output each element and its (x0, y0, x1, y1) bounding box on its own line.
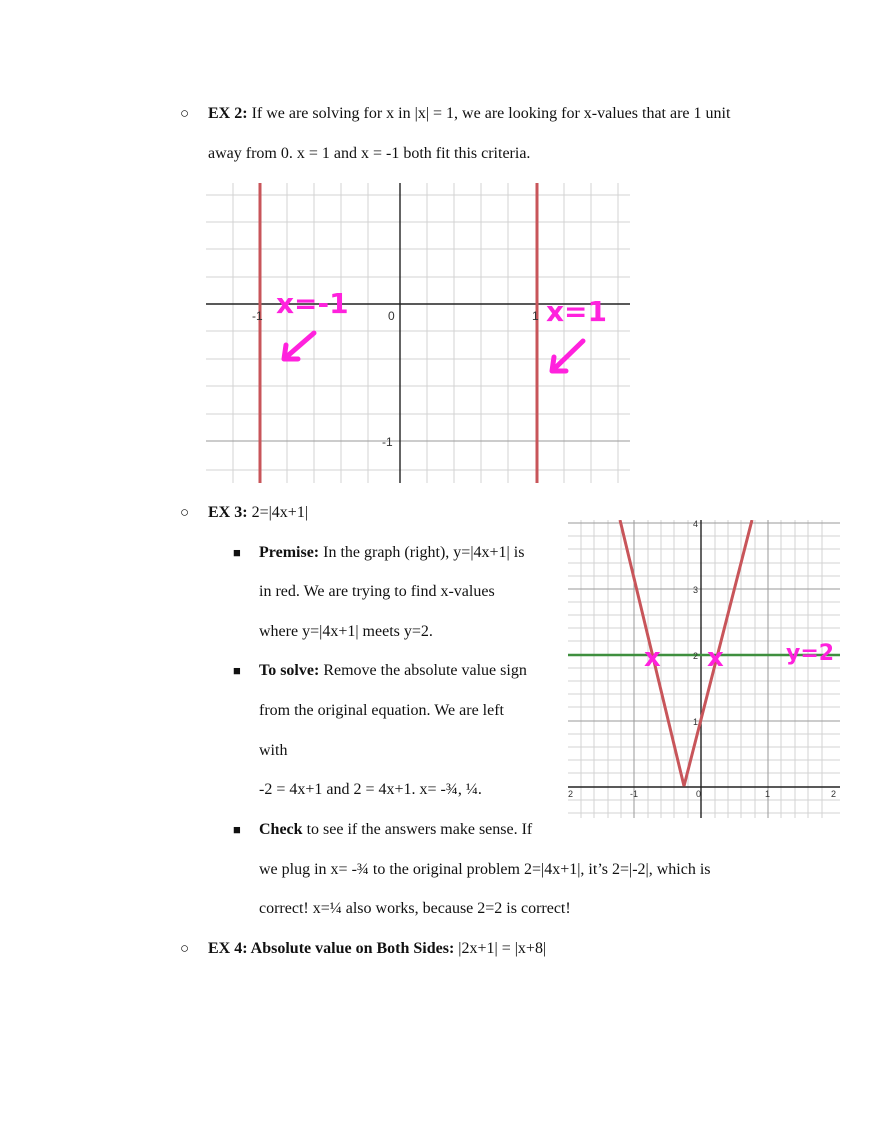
solve-line2: from the original equation. We are left (259, 702, 504, 719)
graph2-grid (568, 520, 840, 818)
intersection-mark-right: x (707, 643, 724, 673)
ex3-bullet: ○ (180, 505, 190, 521)
ex3-label: EX 3: (208, 504, 248, 521)
solve-line1 (259, 661, 527, 681)
x-tick-neg1: -1 (630, 789, 639, 799)
annotation-x-neg1: x=-1 (276, 287, 349, 320)
intersection-mark-left: x (644, 643, 661, 673)
premise-bullet: ■ (233, 545, 241, 560)
y-tick-1: 1 (693, 717, 699, 727)
ex2-line1 (208, 104, 730, 124)
check-line1 (259, 820, 532, 840)
ex3-equation: 2=|4x+1| (247, 504, 309, 521)
ex4-label: EX 4: Absolute value on Both Sides: (208, 940, 455, 957)
y-tick-2: 2 (693, 651, 699, 661)
ex4-line (208, 939, 546, 959)
graph-x-equals-pm1 (206, 183, 630, 483)
ex2-text1: If we are solving for x in |x| = 1, we are looking for x-values that are 1 unit (247, 105, 731, 122)
solve-label: To solve: (259, 662, 320, 679)
solve-bullet: ■ (233, 663, 241, 678)
solve-line4: -2 = 4x+1 and 2 = 4x+1. x= -¾, ¼. (259, 781, 482, 798)
premise-text1: In the graph (right), y=|4x+1| is (319, 544, 525, 561)
ex2-line2: away from 0. x = 1 and x = -1 both fit this criteria. (208, 145, 531, 162)
arrow-left-icon (284, 333, 314, 359)
ex4-equation: |2x+1| = |x+8| (454, 940, 547, 957)
y-tick-3: 3 (693, 585, 699, 595)
check-bullet: ■ (233, 822, 241, 837)
x-tick-zero: 0 (696, 789, 702, 799)
premise-label: Premise: (259, 544, 320, 561)
tick-label-neg1-x: -1 (252, 309, 263, 323)
x-tick-pos1: 1 (765, 789, 771, 799)
check-text1: to see if the answers make sense. If (302, 821, 533, 838)
check-label: Check (259, 821, 303, 838)
premise-line2: in red. We are trying to find x-values (259, 583, 495, 600)
ex4-bullet: ○ (180, 941, 190, 957)
check-line3: correct! x=¼ also works, because 2=2 is correct! (259, 900, 571, 917)
tick-label-zero: 0 (388, 309, 395, 323)
solve-line3: with (259, 742, 288, 759)
y-tick-4: 4 (693, 520, 699, 529)
check-line2: we plug in x= -¾ to the original problem 2=|4x+1|, it’s 2=|-2|, which is (259, 861, 711, 878)
curve-abs-4x-plus-1 (620, 520, 752, 786)
premise-line3: where y=|4x+1| meets y=2. (259, 623, 433, 640)
solve-text1: Remove the absolute value sign (319, 662, 527, 679)
x-tick-pos2: 2 (831, 789, 837, 799)
graph1-grid (206, 183, 630, 483)
annotation-y-equals-2: y=2 (786, 641, 835, 666)
ex3-line (208, 503, 308, 523)
annotation-x-pos1: x=1 (546, 295, 608, 328)
ex2-bullet: ○ (180, 106, 190, 122)
graph-abs-4x-plus-1 (568, 520, 840, 818)
x-tick-neg2: 2 (568, 789, 574, 799)
arrow-right-icon (552, 341, 583, 371)
tick-label-pos1-x: 1 (532, 309, 539, 323)
premise-line1 (259, 543, 524, 563)
tick-label-neg1-y: -1 (382, 435, 393, 449)
ex2-label: EX 2: (208, 105, 248, 122)
graph1-axes (206, 183, 630, 483)
